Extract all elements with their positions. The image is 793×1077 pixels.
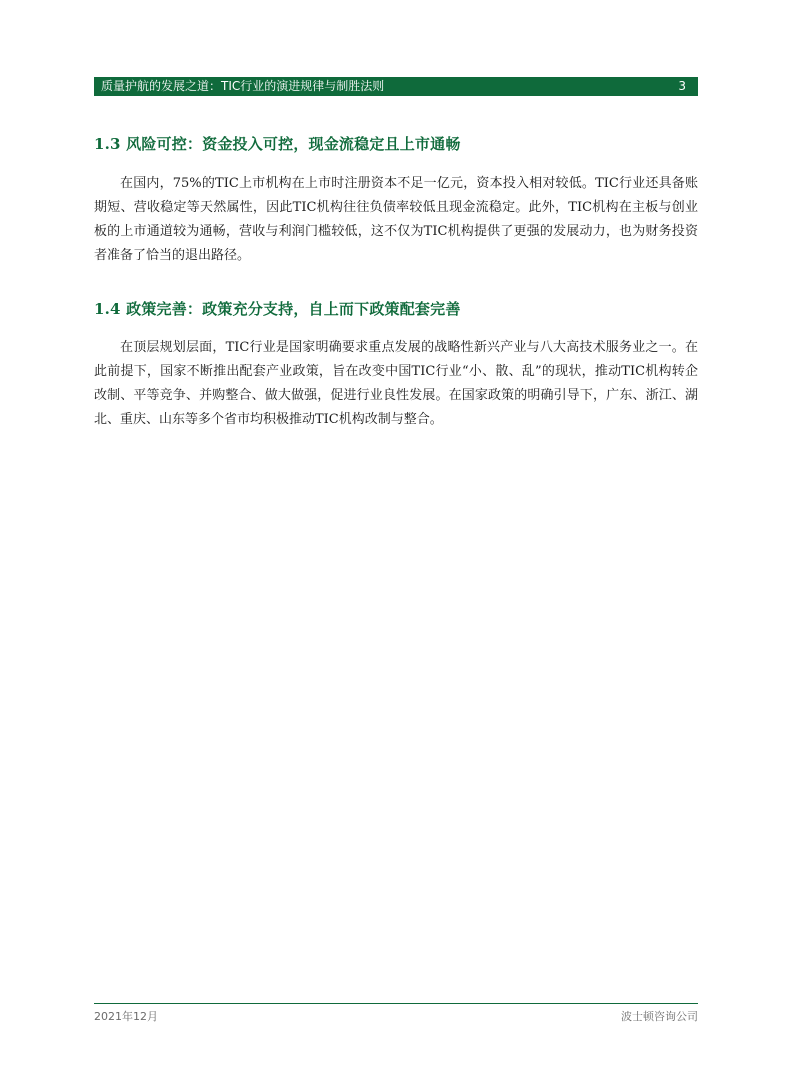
section-heading-policy: 1.4 政策完善：政策充分支持，自上而下政策配套完善 <box>94 300 461 318</box>
section-paragraph-risk-control: 在国内，75%的TIC上市机构在上市时注册资本不足一亿元，资本投入相对较低。TIC行业还具备账期短、营收稳定等天然属性，因此TIC机构往往负债率较低且现金流稳定。此外，TIC机构在主板与创业板的上市通道较为通畅，营收与利润门槛较低，这不仅为TIC机构提供了更强的发展动力，也为财务投资者准备了恰当的退出路径。 <box>94 176 698 263</box>
footer-company: 波士顿咨询公司 <box>621 1010 698 1023</box>
document-title: 质量护航的发展之道：TIC行业的演进规律与制胜法则 <box>101 79 385 93</box>
footer-date: 2021年12月 <box>94 1010 158 1023</box>
section-paragraph-policy: 在顶层规划层面，TIC行业是国家明确要求重点发展的战略性新兴产业与八大高技术服务业之一。在此前提下，国家不断推出配套产业政策，旨在改变中国TIC行业“小、散、乱”的现状，推动TIC机构转企改制、平等竞争、并购整合、做大做强，促进行业良性发展。在国家政策的明确引导下，广东、浙江、湖北、重庆、山东等多个省市均积极推动TIC机构改制与整合。 <box>94 340 698 427</box>
section-heading-risk-control: 1.3 风险可控：资金投入可控，现金流稳定且上市通畅 <box>94 135 461 153</box>
footer-divider <box>94 1003 698 1004</box>
page-header-bar <box>94 77 698 96</box>
page-number: 3 <box>678 79 686 93</box>
